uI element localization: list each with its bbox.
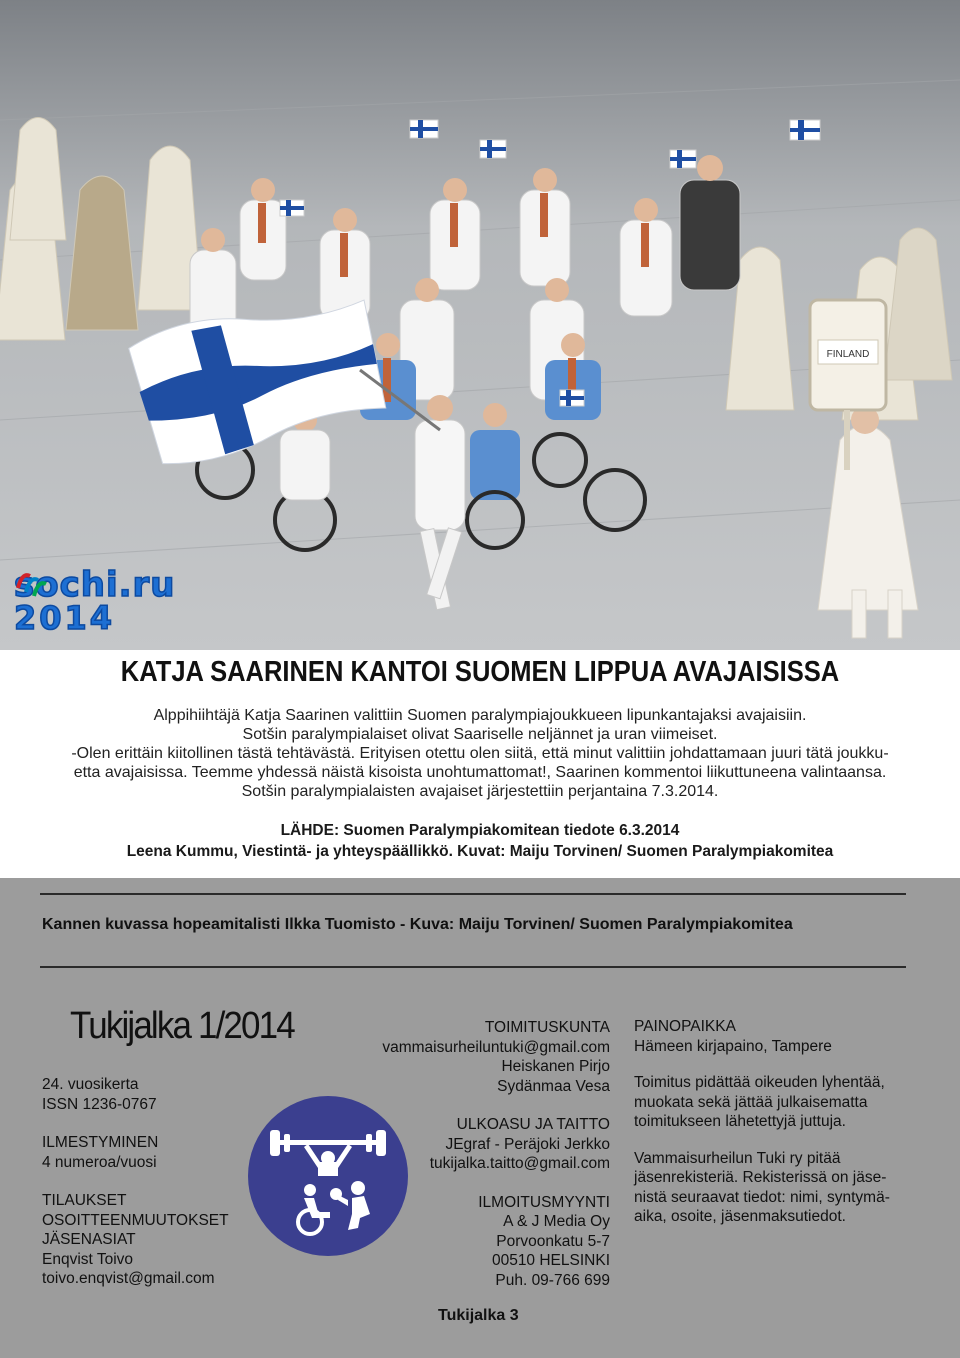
page-footer-label: Tukijalka 3 — [438, 1307, 519, 1324]
ads-city: 00510 HELSINKI — [491, 1252, 610, 1269]
issn-text: ISSN 1236-0767 — [42, 1095, 157, 1113]
ads-street: Porvoonkatu 5-7 — [496, 1232, 610, 1250]
membership-heading: JÄSENASIAT — [42, 1231, 136, 1248]
registry-text-line: jäsenrekisteriä. Rekisterissä on jäse- — [634, 1169, 887, 1186]
print-value: Hämeen kirjapaino, Tampere — [634, 1037, 832, 1055]
published-heading: ILMESTYMINEN — [42, 1134, 159, 1151]
registry-text-line: aika, osoite, jäsenmaksutiedot. — [634, 1208, 846, 1225]
editors-heading: TOIMITUSKUNTA — [484, 1019, 610, 1036]
address-changes-heading: OSOITTEENMUUTOKSET — [42, 1211, 229, 1229]
article-line: Alppihiihtäjä Katja Saarinen valittiin Suomen paralympiajoukkueen lipunkantajaksi avajaisiin. — [153, 707, 807, 724]
paralympic-agitos-icon — [14, 566, 48, 600]
editor-name: Heiskanen Pirjo — [501, 1058, 610, 1075]
colophon-right-column — [634, 1017, 906, 1227]
article-line: -Olen erittäin kiitollinen tästä tehtävästä. Erityisen otettu olen siitä, että minut valittiin johdattamaan juuri tätä joukku- — [71, 745, 889, 762]
contact-name: Enqvist Toivo — [42, 1250, 134, 1268]
layout-heading: ULKOASU JA TAITTO — [456, 1116, 610, 1133]
logo-text-sochi: sochi.ru — [14, 565, 176, 605]
article-source — [0, 820, 960, 862]
editor-name: Sydänmaa Vesa — [497, 1077, 610, 1095]
sochi-logo — [14, 566, 180, 638]
cover-photo — [0, 0, 960, 650]
rights-text-line: muokata sekä jättää julkaisematta — [634, 1093, 868, 1111]
print-heading: PAINOPAIKKA — [634, 1018, 736, 1035]
cover-caption: Kannen kuvassa hopeamitalisti Ilkka Tuomisto - Kuva: Maiju Torvinen/ Suomen Paralympiakomitea — [42, 916, 793, 933]
article-body — [68, 706, 892, 801]
divider-bottom — [40, 966, 906, 968]
registry-text-line: Vammaisurheilun Tuki ry pitää — [634, 1149, 841, 1167]
colophon-middle-column — [360, 1018, 610, 1290]
colophon-left-column — [42, 1075, 282, 1289]
photo-credit-line: Leena Kummu, Viestintä- ja yhteyspäällikkö. Kuvat: Maiju Torvinen/ Suomen Paralympiakomitea — [126, 843, 834, 860]
layout-name: JEgraf - Peräjoki Jerkko — [445, 1135, 610, 1153]
ads-company: A & J Media Oy — [503, 1213, 610, 1230]
volume-text: 24. vuosikerta — [42, 1076, 139, 1093]
article-line: etta avajaisissa. Teemme yhdessä näistä kisoista unohtumattomat!, Saarinen kommentoi liikuttuneena valintaansa. — [73, 764, 887, 781]
rights-text-line: Toimitus pidättää oikeuden lyhentää, — [634, 1074, 885, 1091]
layout-email[interactable]: tukijalka.taitto@gmail.com — [429, 1155, 610, 1172]
editors-email[interactable]: vammaisurheiluntuki@gmail.com — [382, 1038, 610, 1056]
contact-email[interactable]: toivo.enqvist@gmail.com — [42, 1270, 215, 1287]
published-value: 4 numeroa/vuosi — [42, 1153, 157, 1171]
ads-heading: ILMOITUSMYYNTI — [478, 1193, 610, 1211]
article-line: Sotšin paralympialaiset olivat Saariselle neljännet ja uran viimeiset. — [242, 726, 718, 743]
orders-heading: TILAUKSET — [42, 1192, 127, 1209]
divider-top — [40, 893, 906, 895]
source-line: LÄHDE: Suomen Paralympiakomitean tiedote 6.3.2014 — [280, 822, 680, 839]
rights-text-line: toimitukseen lähetettyjä juttuja. — [634, 1113, 846, 1130]
ads-phone: Puh. 09-766 699 — [495, 1271, 610, 1289]
finland-sign-text: FINLAND — [826, 349, 870, 360]
article-headline: KATJA SAARINEN KANTOI SUOMEN LIPPUA AVAJAISISSA — [120, 656, 840, 688]
article-line: Sotšin paralympialaisten avajaiset järjestettiin perjantaina 7.3.2014. — [241, 783, 719, 800]
opening-ceremony-illustration — [0, 0, 960, 650]
registry-text-line: nistä seuraavat tiedot: nimi, syntymä- — [634, 1188, 890, 1206]
magazine-title: Tukijalka 1/2014 — [70, 1005, 294, 1047]
logo-text-year: 2014 — [14, 599, 116, 637]
